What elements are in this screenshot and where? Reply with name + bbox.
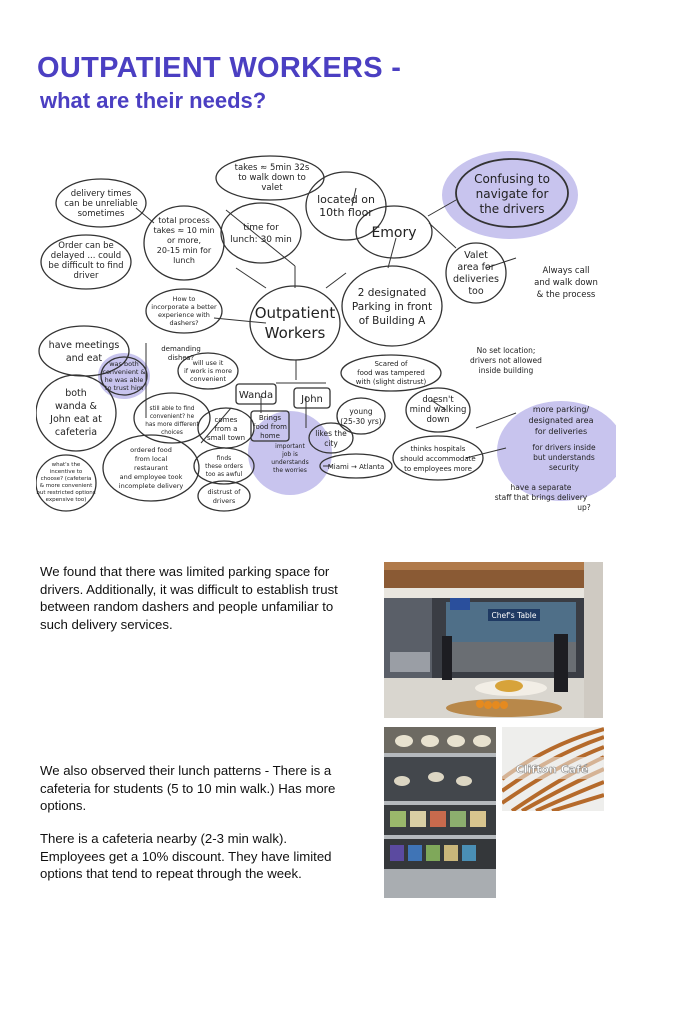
node-takes-5min: takes ≈ 5min 32s to walk down to valet <box>234 163 310 193</box>
node-delivery-times: delivery times can be unreliable sometimes <box>64 189 138 219</box>
node-thinks-hospitals: thinks hospitals should accommodate to employees more <box>400 445 476 473</box>
finding-paragraph-cafeteria: There is a cafeteria nearby (2-3 min walk). Employees get a 10% discount. They have limited options that tend to repeat through the week. <box>40 831 332 881</box>
node-young: young (25-30 yrs) <box>340 407 382 426</box>
node-order-delayed: Order can be delayed ... could be difficult to find driver <box>48 241 124 281</box>
node-wanda: Wanda <box>238 390 274 401</box>
node-distrust: distrust of drivers <box>207 488 241 505</box>
node-no-set-location: No set location; drivers not allowed inside building <box>470 346 542 375</box>
node-outpatient: Outpatient Workers <box>254 304 336 342</box>
node-emory: Emory <box>371 225 417 241</box>
node-located: located on 10th floor <box>317 193 375 219</box>
node-still-able: still able to find convenient? he has more different choices <box>145 406 199 436</box>
node-important: important job is understands the worries <box>271 443 309 474</box>
finding-paragraph-parking: We found that there was limited parking space for drivers. Additionally, it was difficult to establish trust between random dashers and people unfamiliar to such delivery services. <box>40 564 338 632</box>
chefs-table-sign: Chef's Table <box>491 611 537 620</box>
node-meetings: have meetings and eat <box>48 340 120 364</box>
clifton-cafe-sign-photo <box>502 727 604 811</box>
node-miami: Miami → Atlanta <box>327 463 385 471</box>
node-how-to: How to incorporate a better experience with dashers? <box>151 295 217 327</box>
node-convenient: was both convenient & he was able to trust him <box>102 360 146 392</box>
finding-paragraph-lunch: We also observed their lunch patterns - There is a cafeteria for students (5 to 10 min walk.) Has more options. <box>40 763 336 813</box>
node-two-parking: 2 designated Parking in front of Building A <box>351 287 433 327</box>
node-total-process: total process takes ≈ 10 min or more, 20-15 min for lunch <box>153 216 215 265</box>
node-brings-food: Brings food from home <box>253 414 287 440</box>
node-for-drivers: for drivers inside but understands security <box>532 443 596 472</box>
node-always-call: Always call and walk down & the process <box>534 266 598 300</box>
grab-and-go-shelves-photo <box>384 727 496 898</box>
clifton-cafe-sign: Clifton Café <box>515 763 589 776</box>
node-both-wanda: both wanda & John eat at cafeteria <box>50 388 102 438</box>
cafeteria-chefs-table-photo <box>384 562 603 718</box>
node-separate-staff: have a separate staff that brings delivery up? <box>494 483 591 512</box>
node-doesnt-mind: doesn't mind walking down <box>409 395 467 425</box>
affinity-mind-map <box>36 148 616 513</box>
node-john: John <box>301 394 323 405</box>
node-comes-from: comes from a small town <box>206 416 246 442</box>
node-scared: Scared of food was tampered with (slight distrust) <box>355 360 427 386</box>
node-time-for-lunch: time for lunch: 30 min <box>230 223 292 245</box>
node-time-outline <box>221 203 301 263</box>
page-title: OUTPATIENT WORKERS - <box>37 52 402 84</box>
node-finds-these: finds these orders too as awful <box>205 455 243 478</box>
node-valet: Valet area for deliveries too <box>453 250 499 297</box>
node-distrust-outline <box>198 481 250 511</box>
node-will-use: will use it if work is more convenient <box>183 359 233 383</box>
node-confusing: Confusing to navigate for the drivers <box>474 172 550 216</box>
node-likes-city: likes the city <box>315 429 347 448</box>
node-demanding: demanding dishes? <box>161 345 201 362</box>
node-whats-incentive: what's the incentive to choose? (cafeteria & more convenient but restricted options expensive too) <box>36 462 96 503</box>
node-ordered-food: ordered food from local restaurant and employee took incomplete delivery <box>118 446 184 490</box>
page-subtitle: what are their needs? <box>40 88 267 113</box>
node-more-parking: more parking/ designated area for deliveries <box>528 405 594 436</box>
